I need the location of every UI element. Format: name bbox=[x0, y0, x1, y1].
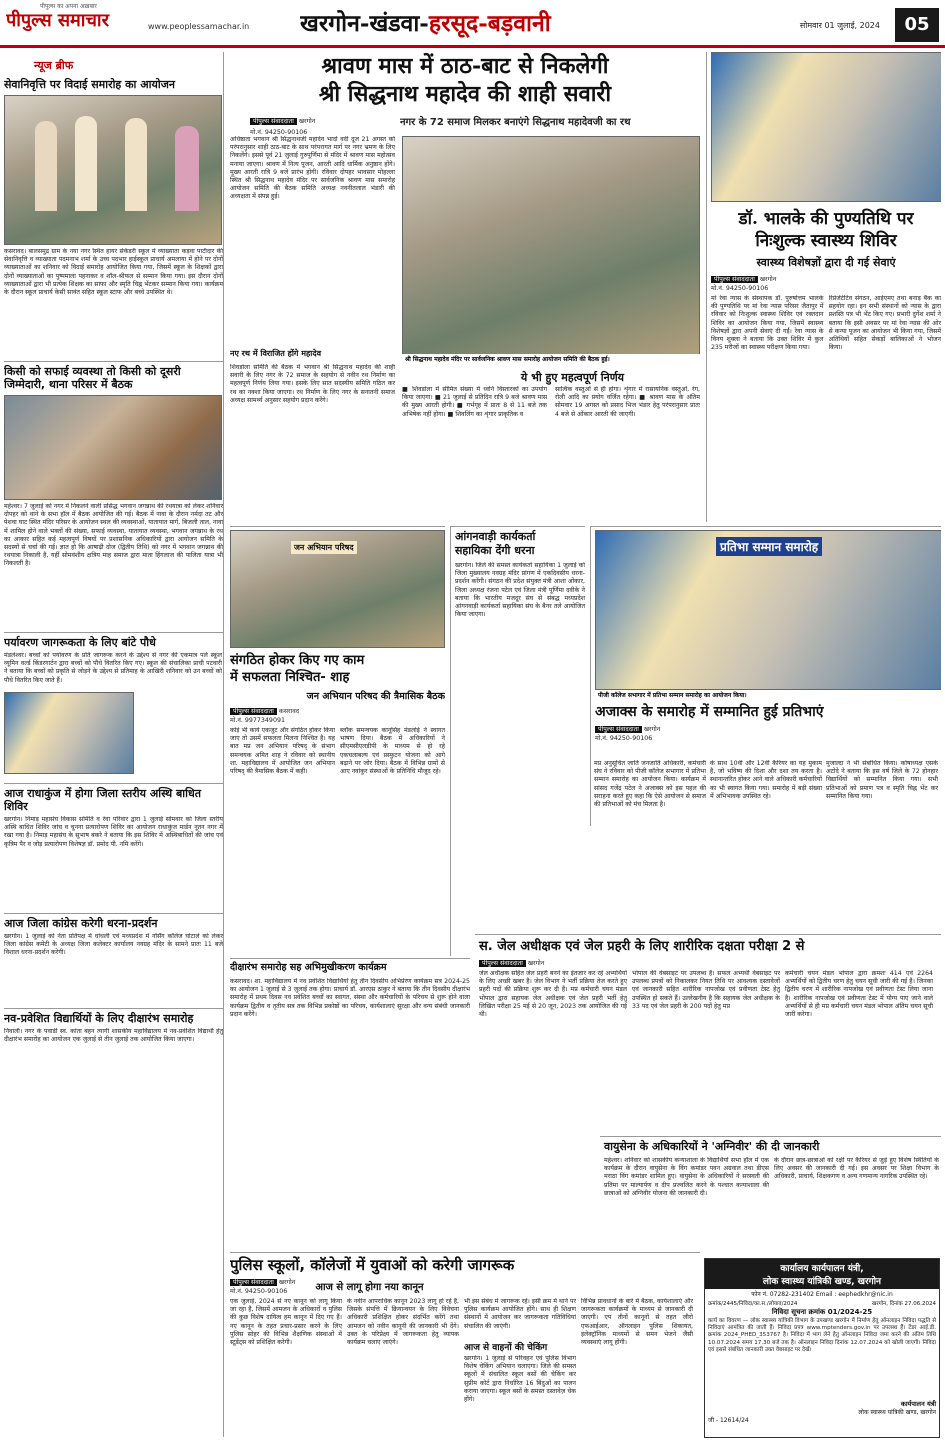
lead-subsection-title: नए रथ में विराजित होंगे महादेव bbox=[230, 349, 322, 358]
thana-meeting-photo bbox=[4, 395, 222, 500]
lead-byline-source: पीपुल्स संवाददाता bbox=[250, 118, 297, 125]
police-subhead: आज से लागू होगा नया कानून bbox=[315, 1282, 424, 1293]
tender-office-line1: कार्यालय कार्यपालन यंत्री, bbox=[780, 1264, 864, 1274]
tender-ref-right: खरगोन, दिनांक 27.06.2024 bbox=[871, 1301, 936, 1307]
police-school-story bbox=[230, 1252, 700, 1440]
pratibha-byline bbox=[595, 724, 941, 742]
lead-body-col2: शिवडोला समिति की बैठक में भगवान श्री सिद्धनाथ महादेव की शाही सवारी के लिए नगर के 72 समाज के सहयोग से नवीन रथ निर्माण का महत्वपूर्ण निर्णय लिया गया। इसके लिए सात सदस्यीय समिति गठित कर रथ का नक्शा किया जाएगा। रथ निर्माण के लिए नगर के सनातनी समाज अध्यक्ष सामर्थ्य अनुसार सहयोग प्रदान करेंगे। bbox=[230, 364, 395, 404]
tender-notice bbox=[704, 1258, 940, 1438]
brief-item5-title: आज जिला कांग्रेस करेगी धरना-प्रदर्शन bbox=[4, 913, 223, 930]
tender-notice-title: निविदा सूचना क्रमांक 01/2024-25 bbox=[771, 1308, 873, 1316]
brief-item6-body: निवाली। नगर के पवार्डी स्व. कांता बहन त्यागी शासकीय महाविद्यालय में नव-प्रवेशित विद्यार्थी हेतु दीक्षारंभ समारोह का आयोजन एक जुलाई से तीन जुलाई तक आयोजित किया जाएगा। bbox=[4, 1028, 223, 1044]
news-brief-column bbox=[4, 52, 224, 1437]
agniveer-story bbox=[600, 1136, 941, 1256]
jan-abhiyan-story bbox=[230, 526, 445, 956]
health-byline bbox=[711, 274, 941, 292]
pratibha-headline: अजाक्स के समारोह में सम्मानित हुई प्रतिभाएं bbox=[595, 704, 824, 720]
pratibha-photo-banner: प्रतिभा सम्मान समारोह bbox=[716, 537, 822, 556]
health-camp-photo bbox=[711, 52, 941, 202]
deeksharambh-headline: दीक्षारंभ समारोह सह अभिमुखीकरण कार्यक्रम bbox=[230, 962, 387, 973]
anganwadi-title-line1: आंगनवाड़ी कार्यकर्ता bbox=[455, 530, 536, 543]
health-byline-source: पीपुल्स संवाददाता bbox=[711, 276, 758, 283]
lead-photo bbox=[402, 136, 700, 364]
anganwadi-story bbox=[450, 526, 585, 956]
brief-item6-title: नव-प्रवेशित विद्यार्थियों के लिए दीक्षारंभ समारोह bbox=[4, 1008, 223, 1025]
decisions-title: ये भी हुए महत्वपूर्ण निर्णय bbox=[520, 371, 625, 384]
health-byline-place: खरगोन bbox=[759, 276, 777, 283]
jan-abhiyan-photo-banner: जन अभियान परिषद bbox=[291, 541, 357, 554]
tender-body: कार्य का विवरण — लोक स्वास्थ्य यांत्रिकी विभाग के उपखण्ड खरगोन में निर्माण हेतु ऑनलाइन निविदा पद्धति से निविदाएं आमंत्रित की जाती हैं। निविदा प्रपत्र www.mptenders.gov.in पर उपलब्ध हैं। टेंडर आई.डी. क्रमांक 2024_PHED_353767 है। निविदा में भाग लेने हेतु ऑनलाइन निविदा जमा करने की अंतिम तिथि 10.07.2024 समय 17.30 बजे तक है। ऑनलाइन निविदा दिनांक 12.07.2024 को खोली जाएगी। निविदा एवं इससे संबंधित जानकारी उक्त वेबसाइट पर देखें। bbox=[708, 1318, 936, 1353]
pratibha-body-col2: के साथ 10वीं और 12वीं कैरियर का यह मुकाम है, जो भविष्य की दिशा और दशा तय करता है। स्थानान्तरित होकर आने वाले अधिकारी कर्मचारियों का भी स्वागत किया गया। समारोह में बड़ी संख्या में अभिभावक उपस्थित रहे। bbox=[710, 760, 822, 800]
police-byline-place: खरगोन bbox=[278, 1279, 296, 1286]
pratibha-photo bbox=[595, 530, 941, 690]
lead-body-col1: अधिष्ठाता भगवान श्री सिद्धनाथजी महादेव भादो वदी दूज 21 अगस्त को परंपरानुसार शाही ठाठ-बाट के साथ परंपरागत मार्ग पर नगर भ्रमण के लिए निकलेंगे। इससे पूर्व 21 जुलाई गुरुपूर्णिमा से मंदिर में श्रावण मास महोत्सव मनाया जाएगा। श्रावण में नित्य पूजन, आरती आदि धार्मिक अनुष्ठान होंगे। मुख्य आरती रात्रि 9 बजे प्रारंभ होगी। रविवार दोपहर भावसार मोहल्ला स्थित श्री सिद्धनाथ महादेव मंदिर पर सार्वजनिक श्रावण मास समारोह आयोजन समिति की बैठक समिति अध्यक्ष नवनीतलाल भंडारी की अध्यक्षता में संपन्न हुई। bbox=[230, 136, 395, 201]
jan-abhiyan-byline-source: पीपुल्स संवाददाता bbox=[230, 708, 277, 715]
tender-phone-line: फोन नं. 07282-231402 Email : eephedkhr@nic.in bbox=[751, 1291, 893, 1298]
pratibha-body-col3: मुजाल्दा ने भी संबोधित किया। कोषाध्यक्ष एसके अटोदे ने बताया कि इस वर्ष जिले के 72 होनहार विद्यार्थियों को सम्मानित किया गया। सभी प्रतिभाओं को प्रमाण पत्र व स्मृति चिह्न भेंट कर सम्मानित किया गया। bbox=[826, 760, 938, 800]
lead-headline-line1: श्रावण मास में ठाठ-बाट से निकलेगी bbox=[321, 53, 609, 79]
brief-item4-title: आज राधाकुंज में होगा जिला स्तरीय अस्थि बाधित शिविर bbox=[4, 783, 223, 813]
masthead bbox=[0, 0, 945, 48]
brief-item1-body: कसरावद। बालसमुद्र ग्राम के नया नगर स्थित हायर सेकेंडरी स्कूल में व्याख्याता कड़वा पाटीदार की सेवानिवृत्ति व व्याख्याता पदमनाभ शर्मा के उच्च पदभार हाईस्कूल प्राचार्य अमलाया में होने पर दोनों व्याख्याताओं का शनिवार को विदाई समारोह आयोजित किया गया, जिसमें स्कूल के शिक्षकों द्वारा दोनों व्याख्याताओं का पुष्पमाला पहनाकर व शॉल-श्रीफल से सम्मान किया गया। इस दौरान दोनों व्याख्याताओं द्वारा भी प्रत्येक शिक्षक का साफा और स्मृति चिह्न भेंटकर सम्मान किया गया। कार्यक्रम के दौरान स्कूल प्राचार्य केसी सावंत सहित स्कूल स्टाफ और बच्चे उपस्थित थे। bbox=[4, 248, 223, 297]
decisions-col1: ■ शिवडोला में सीमित संख्या में ध्वनि विस्तारकों का उपयोग किया जाएगा। ■ 21 जुलाई से प्रतिदिन रात्रि 9 बजे श्रावण मास की मुख्य आरती होगी। ■ गर्भगृह में प्रातः 8 से 11 बजे तक अभिषेक नहीं होगा। ■ शिवलिंग का शृंगार प्राकृतिक व bbox=[402, 386, 547, 418]
website[interactable]: www.peoplessamachar.in bbox=[148, 22, 250, 31]
police-sub2-title: आज से वाहनों की चेकिंग bbox=[464, 1343, 548, 1353]
lead-story bbox=[230, 52, 700, 522]
pratibha-body-col1: मप्र अनुसूचित जाति जनजाति अधिकारी, कर्मचारी संघ ने रविवार को पीजी कॉलेज सभागार में प्रतिभा सम्मान समारोह का आयोजन किया। कार्यक्रम में सांसद गजेंद्र पटेल ने अजाक्स को इस पहल की सराहना करते हुए कहा कि ऐसे आयोजन से समाज की प्रतिभाओं को मंच मिलता है। bbox=[594, 760, 706, 809]
jan-abhiyan-body-col1: कोई भी कार्य एकजुट और संगठित होकर किया जाए तो उसमें सफलता मिलना निश्चित है। यह बात मप्र जन अभियान परिषद् के संभाग समन्वयक अमित शाह ने रविवार को स्थानीय शा. महाविद्यालय में आयोजित जन अभियान परिषद् की त्रैमासिक बैठक में कही। bbox=[230, 727, 335, 776]
pratibha-mobile: मो.नं. 94250-90106 bbox=[595, 735, 653, 742]
jail-exam-body-col1: जेल अधीक्षक सहित जेल प्रहरी बनने का इंतजार कर रहे अभ्यर्थियों के लिए अच्छी खबर है। जेल विभाग ने भर्ती प्रक्रिया तेज करते हुए प्रहरी पदों की प्रक्रिया शुरू कर दी है। मप्र कर्मचारी चयन मंडल भोपाल द्वारा सहायक जेल अधीक्षक एवं जेल प्रहरी भर्ती हेतु लिखित परीक्षा 25 मई से 20 जून, 2023 तक आयोजित की गई थी। bbox=[479, 970, 627, 1019]
paper-name: पीपुल्स समाचार bbox=[6, 10, 109, 31]
jan-abhiyan-photo bbox=[230, 530, 445, 648]
police-byline-source: पीपुल्स संवाददाता bbox=[230, 1279, 277, 1286]
page-number: 05 bbox=[895, 8, 939, 42]
pratibha-photo-caption: पीजी कॉलेज सभागार में प्रतिभा सम्मान समारोह का आयोजन किया। bbox=[595, 690, 941, 700]
lead-mobile: मो.नं. 94250-90106 bbox=[250, 129, 308, 136]
agniveer-headline: वायुसेना के अधिकारियों ने 'अग्निवीर' की दी जानकारी bbox=[604, 1140, 820, 1153]
edition-title-part2: हरसूद-बड़वानी bbox=[428, 10, 551, 37]
tender-ref-left: क्रमांक/2445/निविदा/का.स./लोयाव/2024 bbox=[708, 1301, 798, 1307]
jan-abhiyan-body-col2: ब्लॉक समन्वयक कानूसिंह मंडलोई ने स्वागत भाषण दिया। बैठक में अधिकारियों ने सीएमसीएलडीपी के माध्यम से हो रहे एकचलाबल्य एवं प्रस्फुटन योजना को आगे बढ़ाने पर जोर दिया। बैठक में विभिन्न ग्रामों से आए नवांकुर संस्थाओं के प्रतिनिधि मौजूद रहे। bbox=[340, 727, 445, 776]
tender-signature-line1: कार्यपालन यंत्री bbox=[900, 1400, 936, 1408]
health-headline-line2: निःशुल्क स्वास्थ्य शिविर bbox=[755, 231, 897, 251]
brief-item4-body: खरगोन। निमाड़ महासंघ विकास समिति व रेवा परिवार द्वारा 1 जुलाई सोमवार को जिला स्तरीय अस्थि बाधित शिविर जांच व चुनना प्रत्यारोपण शिविर का आयोजन राधाकुंज मार्डन नूतन नगर में रखा गया है। निमाड़ महासंघ के सुभाष बकरे ने बताया कि इस शिविर में अस्थिबाधितों की जांच एवं कृत्रिम पैर व जोड़ प्रत्यारोपण विशेषज्ञ डॉ. प्रमोद पी. नमि करेंगे। bbox=[4, 816, 223, 848]
health-body-col1: मां रेवा न्यास के संस्थापक डॉ. पुरुषोत्तम भालके की पुण्यतिथि पर मां रेवा न्यास परिसर जैतापुर में रविवार को निःशुल्क स्वास्थ्य शिविर एवं रक्तदान शिविर का आयोजन किया गया, जिसमें स्वास्थ्य विशेषज्ञों द्वारा अपनी सेवाएं दी गईं। रेवा न्यास के विनय शुक्ला ने बताया कि उक्त शिविर में कुल 235 मरीजों का स्वास्थ्य परीक्षण किया गया। bbox=[711, 295, 824, 352]
health-mobile: मो.नं. 94250-90106 bbox=[711, 285, 769, 292]
decisions-col2: सात्विक वस्तुओं से ही होगा। शृंगार में रासायनिक वस्तुओं, रंग, रोली आदि का प्रयोग वर्जित रहेगा। ■ श्रावण मास के अंतिम सोमवार 19 अगस्त को प्रसाद भिज भंडार हेतु परंपरानुसार प्रातः 4 बजे से ओंकार आरती की जाएगी। bbox=[555, 386, 700, 418]
police-body-col4: विभिन्न प्रावधानों के बारे में बैठक, कार्यशालाएं और जागरूकता कार्यक्रमों के माध्यम से जानकारी दी जाएगी। एप तीनों कानूनों से तहत जीरो एफआईआर, ऑनलाइन पुलिस शिकायत, इलेक्ट्रॉनिक माध्यमों से समन भेजने जैसी व्यवस्थाएं लागू होंगी। bbox=[581, 1298, 693, 1347]
edition-title-part1: खरगोन-खंडवा- bbox=[300, 10, 429, 37]
police-body-col3: भी इस संबंध में जागरूक रहें। इसी क्रम में थाने पर पुलिस कार्यक्रम आयोजित होंगे। साथ ही शिक्षण संस्थानों में आयोजन कर जागरूकता गतिविधियां संचालित की जाएंगी। bbox=[464, 1298, 576, 1330]
anganwadi-body: खरगोन। जिले की समस्त कार्यकर्ता सहायिका 1 जुलाई को जिला मुख्यालय नवग्रह मंदिर प्रांगण में एकदिवसीय धरना-प्रदर्शन करेंगी। संगठन की प्रदेश संयुक्त मंत्री आशा ओंकार, जिला अध्यक्ष रंजना पटेल एवं जिला मंत्री पूर्णिमा दवीके ने बताया कि भारतीय मजदूर संघ से संबद्ध मध्यप्रदेश आंगनवाड़ी कार्यकर्ता सहायिका संघ के बैनर तले आयोजित किया जाएगा। bbox=[455, 562, 585, 619]
police-body-col2: के नवीन आपराधिक कानून 2023 लागू हो रहे हैं, जिसके संपत्ति में क्रियान्वयन के लिए विवेचना अधिकारी प्रशिक्षित होकर संदर्भित करेंगे तथा आमजन को नवीन कानूनी की जानकारी भी देंगे। उक्त के परिप्रेक्ष्य में जागरूकता हेतु व्यापक कार्यक्रम चलाए जाएंगे। bbox=[347, 1298, 459, 1347]
tender-office-line2: लोक स्वास्थ्य यांत्रिकी खण्ड, खरगोन bbox=[762, 1277, 882, 1287]
brief-item5-body: खरगोन। 1 जुलाई को नेता प्रतिपक्ष में धांधली एवं मध्यप्रदेश में नर्सिंग कॉलेज घोटाले को लेकर जिला कांग्रेस कमेटी के अध्यक्ष जिला कलेक्टर कार्यालय नवग्रह मंदिर के सामने प्रातः 11 बजे विशाल धरना-प्रदर्शन करेगी। bbox=[4, 933, 223, 957]
lead-headline-line2: श्री सिद्धनाथ महादेव की शाही सवारी bbox=[318, 81, 612, 107]
police-byline bbox=[230, 1277, 295, 1295]
edition-title bbox=[300, 6, 720, 38]
deeksharambh-story bbox=[230, 958, 470, 1133]
sapling-photo bbox=[4, 692, 134, 774]
lead-byline bbox=[250, 116, 400, 136]
jail-exam-headline: स. जेल अधीक्षक एवं जेल प्रहरी के लिए शारीरिक दक्षता परीक्षा 2 से bbox=[479, 939, 805, 954]
police-sub2-body: खरगोन। 1 जुलाई से परिवहन एवं पुलिस विभाग विशेष चेकिंग अभियान चलाएगा। जिले की समस्त स्कूलों में संचालित स्कूल बसों की चेकिंग कर सुप्रीम कोर्ट द्वारा निर्धारित 16 बिंदुओं का पालन कराया जाएगा। स्कूल बसों के समस्त दस्तावेज़ चेक होंगे। bbox=[464, 1355, 576, 1404]
brief-item2-title: किसी को सफाई व्यवस्था तो किसी को दूसरी जिम्मेदारी, थाना परिसर में बैठक bbox=[4, 361, 223, 391]
lead-photo-caption: श्री सिद्धनाथ महादेव मंदिर पर सार्वजनिक श्रावण मास समारोह आयोजन समिति की बैठक हुई। bbox=[402, 354, 700, 364]
jail-exam-byline-source: पीपुल्स संवाददाता bbox=[479, 960, 526, 967]
page-date: सोमवार 01 जुलाई, 2024 bbox=[799, 21, 880, 30]
agniveer-body-col1: महेश्वर। शनिवार को शासकीय कन्याशाला के विद्यार्थियों सभा हॉल में एक कार्यक्रम के दौरान वायुसेना के विंग कमांडर पवन अग्रवाल तथा डीएस मराठा विंग कमांडर शामिल हुए। वायुसेना के अधिकारियों ने सरस्वती की प्रतिमा पर माल्यार्पण व दीप प्रज्वलित करने के पश्चात कन्याशाला की छात्राओं को अग्निवीर योजना की जानकारी दी। bbox=[604, 1157, 769, 1197]
brief-item1-title: सेवानिवृत्ति पर विदाई समारोह का आयोजन bbox=[4, 78, 175, 91]
jan-abhiyan-headline-line1: संगठित होकर किए गए काम bbox=[230, 653, 365, 668]
police-mobile: मो.नं. 94250-90106 bbox=[230, 1288, 288, 1295]
jan-abhiyan-mobile: मो.नं. 9977349091 bbox=[230, 717, 285, 724]
farewell-photo bbox=[4, 95, 222, 245]
paper-tagline: पीपुल्स का अपना अख़बार bbox=[40, 3, 97, 10]
pratibha-byline-source: पीपुल्स संवाददाता bbox=[595, 726, 642, 733]
jail-exam-body-col2: भोपाल की वेबसाइट पर उपलब्ध है। सफल अभ्यर्थी वेबसाइट पर उपलब्ध प्रपत्रों को निकालकर नियत तिथि पर आवश्यक दस्तावेजों एवं जानकारी सहित शारीरिक नापजोख एवं प्रवीणता टेस्ट हेतु उपस्थित हो सकते हैं। उल्लेखनीय है कि सहायक जेल अधीक्षक के 33 पद एवं जेल प्रहरी के 200 पदों हेतु मप्र bbox=[632, 970, 780, 1010]
lead-subhead: नगर के 72 समाज मिलकर बनाएंगे सिद्धनाथ महादेवजी का रथ bbox=[400, 117, 631, 128]
health-camp-story bbox=[706, 52, 941, 522]
pratibha-byline-place: खरगोन bbox=[643, 726, 661, 733]
health-body-col2: रिप्रेजेंटेटिव संगठन, आईएमए तथा बनाड़ बैंक का सहयोग रहा। इन सभी संस्थानों को न्यास के द्वारा प्रशस्ति पत्र भी भेंट किए गए। प्रभारी दुर्गेश शर्मा ने बताया कि इसी अवसर पर मां रेवा न्यास की ओर से कन्या पूजन का आयोजन भी किया गया, जिसमें अतिथियों सहित सेकड़ों बालिकाओं ने भोजन किया। bbox=[828, 295, 941, 352]
brief-item3-body: मंडलेश्वर। बच्चों को पर्यावरण के प्रति जागरूक करने के उद्देश्य से नगर की एकमात्र पर्ल स्कूल व्यूमिन वर्ल्ड किंडरगार्टन द्वारा बच्चों को पौधे वितरित किए गए। स्कूल की संचालिका प्राची पटवारी ने बताया कि बच्चों को प्रकृति से जोड़ने के उद्देश्य से प्रतिमाह के आखिरी शनिवार को उन बच्चों को पौधे वितरित किए जाते हैं। bbox=[4, 652, 222, 684]
health-headline-line1: डॉ. भालके की पुण्यतिथि पर bbox=[738, 209, 914, 229]
tender-footer-code: जी - 12614/24 bbox=[708, 1417, 749, 1424]
brief-item3-title: पर्यावरण जागरूकता के लिए बांटे पौधे bbox=[4, 632, 223, 649]
police-headline: पुलिस स्कूलों, कॉलेजों में युवाओं को करेगी जागरूक bbox=[230, 1256, 515, 1274]
jail-exam-story bbox=[475, 934, 941, 1134]
jail-exam-body-col3: कर्मचारी चयन मंडल भोपाल द्वारा क्रमशः 414 एवं 2264 अभ्यर्थियों को द्वितीय चरण हेतु चयन सूची जारी की गई है। जिनका द्वितीय चरण में शारीरिक नापजोख एवं प्रवीणता टेस्ट लिया जाना है। शारीरिक नापजोख एवं प्रवीणता टेस्ट में योग्य पाए जाने वाले अभ्यर्थियों से ही मप्र कर्मचारी चयन मंडल भोपाल अंतिम चयन सूची जारी करेगा। bbox=[785, 970, 933, 1019]
tender-signature-line2: लोक स्वास्थ्य यांत्रिकी खण्ड, खरगोन bbox=[858, 1409, 936, 1416]
jail-exam-byline bbox=[479, 958, 941, 967]
jan-abhiyan-byline bbox=[230, 706, 445, 724]
jan-abhiyan-headline-line2: में सफलता निश्चित- शाह bbox=[230, 670, 350, 685]
jail-exam-byline-place: खरगोन bbox=[527, 960, 545, 967]
police-body-col1: एक जुलाई, 2024 से नए कानून को लागू किया जा रहा है, जिसमें आमजन के अधिकारों व पुलिस की कुछ विशेष दायित्व हम कानून में दिए गए हैं। नए कानून के तहत प्रचार-प्रसार करने के लिए पुलिस सोहर की विभिन्न शैक्षणिक संस्थाओं में स्टूडेंट्स को प्रशिक्षित करेगी। bbox=[230, 1298, 342, 1347]
agniveer-body-col2: के दौरान छात्र-छात्राओं को रक्षी पर कैरियर से जुड़े हुए विशेष स्थितियों के लिए अवसर की जानकारी दी गई। इस अवसर पर शिक्षा विभाग के अधिकारी, प्राचार्य, शिक्षकगण व अन्य गणमान्य नागरिक उपस्थित रहे। bbox=[774, 1157, 939, 1181]
jan-abhiyan-byline-place: कसरावद bbox=[278, 708, 300, 715]
jan-abhiyan-subhead: जन अभियान परिषद की त्रैमासिक बैठक bbox=[306, 691, 445, 702]
lead-byline-place: खरगोन bbox=[298, 118, 316, 125]
anganwadi-title-line2: सहायिका देंगी धरना bbox=[455, 544, 535, 557]
news-brief-label: न्यूज ब्रीफ bbox=[34, 59, 74, 72]
health-subhead: स्वास्थ्य विशेषज्ञों द्वारा दी गई सेवाएं bbox=[756, 256, 896, 269]
deeksharambh-body: कसरावद। शा. महाविद्यालय में नव प्रवेशित विद्यार्थियों हेतु तीन दिवसीय अभिप्रेरण कार्यक्रम सत्र 2024-25 का आयोजन 1 जुलाई से 3 जुलाई तक होगा। प्राचार्य डॉ. आरएस ठाकुर ने बताया कि तीन दिवसीय दीक्षारंभ समारोह में प्रथम दिवस नव प्रवेशित बच्चों का स्वागत, संस्था और कर्मचारियों के परिचय से शुरू होने वाला कार्यक्रम द्वितीय व तृतीय सत्र तक विभिन्न प्रकोष्ठों का परिचय, कार्यशालाएं सुरक्षा और वन्य संबंधी जानकारी प्रदान करेंगे। bbox=[230, 978, 470, 1018]
pratibha-body bbox=[594, 760, 941, 930]
brief-item2-body: महेश्वर। 7 जुलाई को नगर में निकलने वाली प्रसिद्ध भगवान जगन्नाथ की रथयात्रा को लेकर शनिवार दोपहर को थाने के सभा हॉल में बैठक आयोजित की गई। बैठक में नावा के दौरान नर्मदा तट और पेशवा घाट स्थित मंदिर परिसर के आयोजन स्थल की व्यवस्थाओं, यातायात मार्ग, बिजली ताल, नावा में शामिल होने वाले भक्तों की संख्या, सफाई व्यवस्था, यातायात व्यवस्था, भगवान जगन्नाथ के रथ का आकार सहित कई महत्वपूर्ण विषयों पर प्रशासनिक अधिकारियों द्वारा आयोजन समिति के सदस्यों से चर्चा की गई। ज्ञात हो कि आषाढ़ी दोज (द्वितीय तिथि) को नगर में भगवान जगन्नाथ की रथयात्रा निकाली है, यहीं सोमवंशीय क्षत्रिय माह समाज द्वारा माता हिंगलाज की पालिता यात्रा भी निकलती है। bbox=[4, 503, 223, 568]
